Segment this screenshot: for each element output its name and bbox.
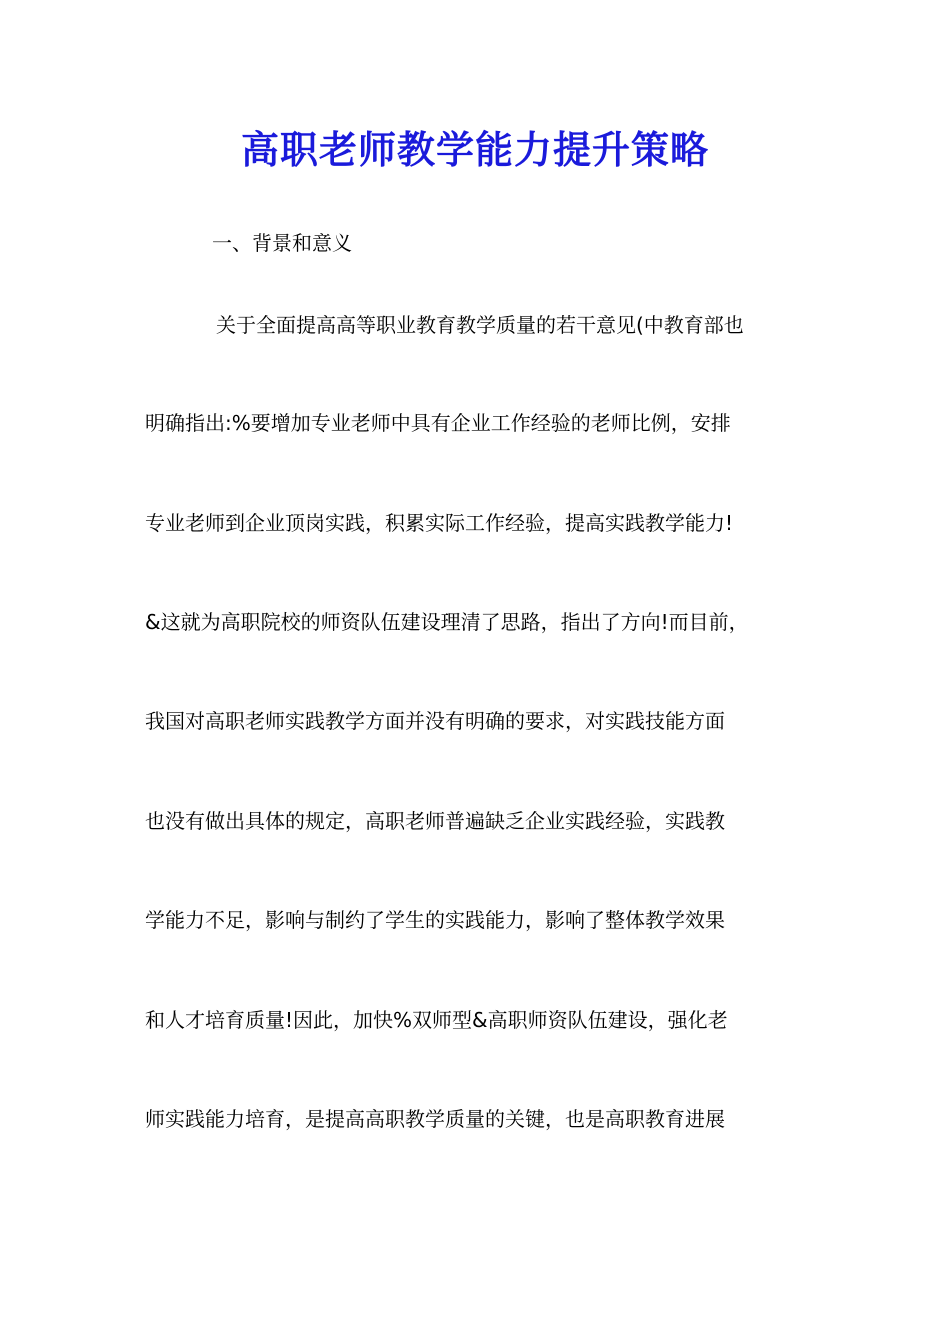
paragraph-line: 明确指出:%要增加专业老师中具有企业工作经验的老师比例，安排 [145,411,731,435]
paragraph-line: 师实践能力培育，是提高高职教学质量的关键，也是高职教育进展 [145,1107,725,1131]
paragraph-line: &这就为高职院校的师资队伍建设理清了思路，指出了方向!而目前， [145,610,749,634]
section-heading: 一、背景和意义 [212,231,352,255]
document-title: 高职老师教学能力提升策略 [240,127,709,172]
paragraph-line: 关于全面提高高等职业教育教学质量的若干意见(中教育部也 [216,313,744,337]
paragraph-line: 我国对高职老师实践教学方面并没有明确的要求，对实践技能方面 [145,709,725,733]
paragraph-line: 专业老师到企业顶岗实践，积累实际工作经验，提高实践教学能力! [145,511,734,535]
paragraph-line: 也没有做出具体的规定，高职老师普遍缺乏企业实践经验，实践教 [145,809,725,833]
paragraph-line: 和人才培育质量!因此，加快%双师型&高职师资队伍建设，强化老 [145,1008,728,1032]
paragraph-line: 学能力不足，影响与制约了学生的实践能力，影响了整体教学效果 [145,908,725,932]
